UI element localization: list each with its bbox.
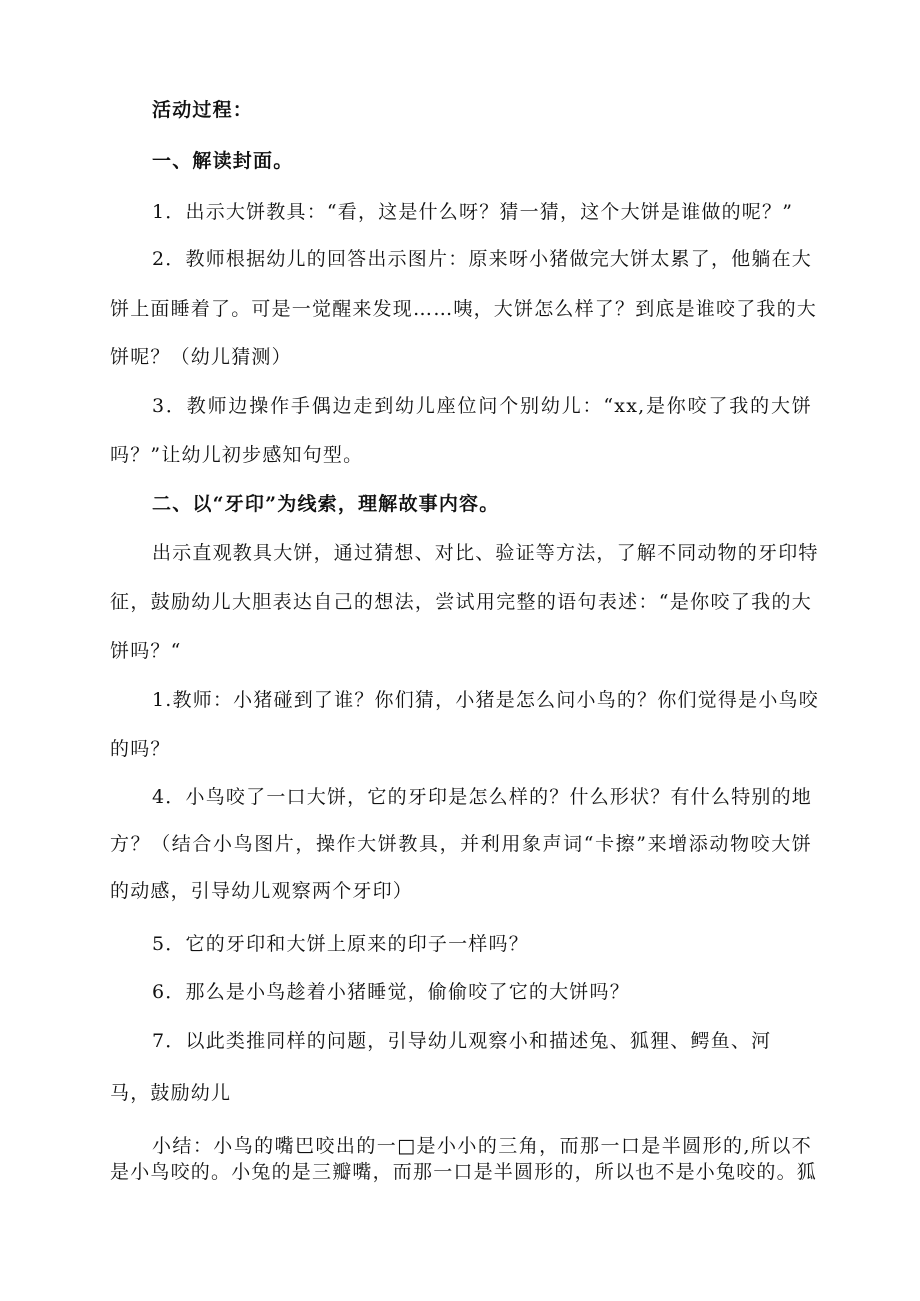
section2-summary-line1: 小结：小鸟的嘴巴咬出的一□是小小的三角，而那一口是半圆形的,所以不 xyxy=(152,1135,812,1157)
section1-title: 一、解读封面。 xyxy=(152,150,294,172)
section2-item7-line2: 马，鼓励幼儿 xyxy=(110,1082,232,1104)
section2-title: 二、以“牙印”为线索，理解故事内容。 xyxy=(152,493,500,515)
section2-item4-line3: 的动感，引导幼儿观察两个牙印） xyxy=(110,880,414,902)
section1-item3-line2: 吗？”让幼儿初步感知句型。 xyxy=(110,444,364,466)
section1-item2-line3: 饼呢？（幼儿猜测） xyxy=(110,346,292,368)
section2-intro-line2: 征，鼓励幼儿大胆表达自己的想法，尝试用完整的语句表述：“是你咬了我的大 xyxy=(110,591,812,613)
section2-intro-line1: 出示直观教具大饼，通过猜想、对比、验证等方法，了解不同动物的牙印特 xyxy=(152,542,819,564)
heading: 活动过程： xyxy=(152,99,254,121)
section2-item6: 6．那么是小鸟趁着小猪睡觉，偷偷咬了它的大饼吗？ xyxy=(152,981,630,1003)
section2-summary-line2: 是小鸟咬的。小兔的是三瓣嘴，而那一口是半圆形的，所以也不是小兔咬的。狐 xyxy=(110,1161,818,1183)
section2-item4-line2: 方？（结合小鸟图片，操作大饼教具，并利用象声词“卡擦”来增添动物咬大饼 xyxy=(110,833,812,855)
section2-item4-line1: 4．小鸟咬了一口大饼，它的牙印是怎么样的？什么形状？有什么特别的地 xyxy=(152,786,812,808)
section1-item2-line1: 2．教师根据幼儿的回答出示图片：原来呀小猪做完大饼太累了，他躺在大 xyxy=(152,248,812,270)
section2-intro-line3: 饼吗？“ xyxy=(110,640,182,662)
section1-item3-line1: 3．教师边操作手偶边走到幼儿座位问个别幼儿：“xx,是你咬了我的大饼 xyxy=(152,395,812,417)
section1-item2-line2: 饼上面睡着了。可是一觉醒来发现……咦，大饼怎么样了？到底是谁咬了我的大 xyxy=(110,298,818,320)
section2-item1-line1: 1.教师：小猪碰到了谁？你们猜，小猪是怎么问小鸟的？你们觉得是小鸟咬 xyxy=(152,689,819,711)
section2-item5: 5．它的牙印和大饼上原来的印子一样吗？ xyxy=(152,933,529,955)
section2-item7-line1: 7．以此类推同样的问题，引导幼儿观察小和描述兔、狐狸、鳄鱼、河 xyxy=(152,1030,772,1052)
section1-item1: 1．出示大饼教具：“看，这是什么呀？猜一猜，这个大饼是谁做的呢？” xyxy=(152,201,794,223)
section2-item1-line2: 的吗？ xyxy=(110,738,171,760)
